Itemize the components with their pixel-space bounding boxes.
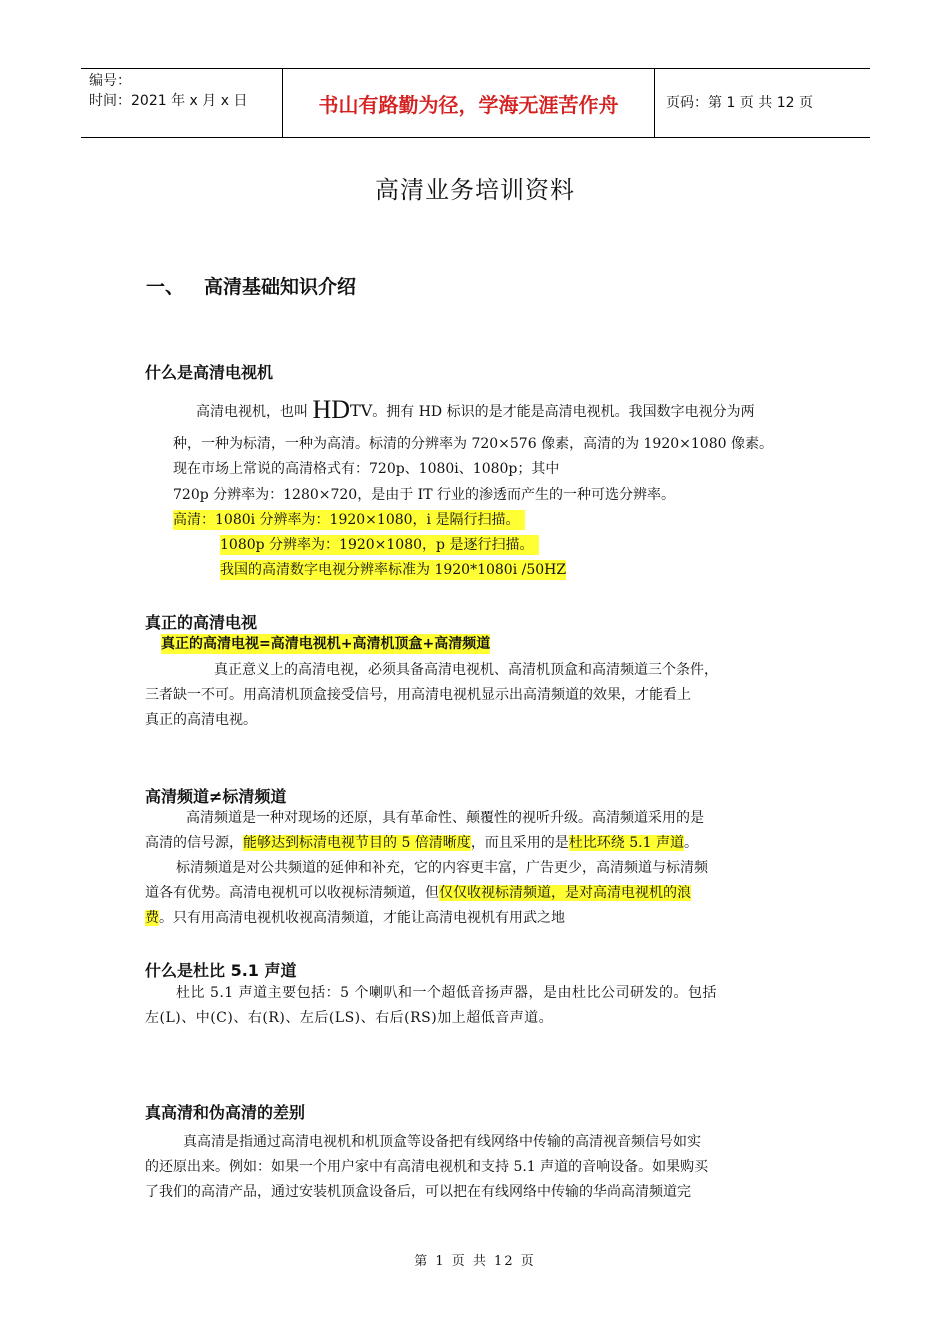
page-code: 页码：第 1 页 共 12 页 bbox=[666, 95, 813, 111]
subheading-true-hdtv: 真正的高清电视 bbox=[145, 613, 258, 632]
highlight-span: 仅仅收视标清频道，是对高清电视机的浪 bbox=[439, 885, 691, 901]
subheading-hd-vs-sd: 高清频道≠标清频道 bbox=[145, 787, 287, 806]
paragraph-line: 左(L)、中(C)、右(R)、左后(LS)、右后(RS)加上超低音声道。 bbox=[145, 1010, 554, 1026]
section-title: 高清基础知识介绍 bbox=[204, 276, 357, 298]
subheading-what-is-hdtv: 什么是高清电视机 bbox=[145, 363, 274, 382]
section-number: 一、 bbox=[146, 276, 185, 298]
paragraph-line: 标清频道是对公共频道的延伸和补充，它的内容更丰富，广告更少，高清频道与标清频 bbox=[176, 860, 708, 876]
subheading-dolby: 什么是杜比 5.1 声道 bbox=[145, 961, 297, 980]
formula-highlight: 真正的高清电视=高清电视机+高清机顶盒+高清频道 bbox=[161, 636, 491, 652]
paragraph-line: 高清频道是一种对现场的还原，具有革命性、颠覆性的视听升级。高清频道采用的是 bbox=[186, 810, 704, 826]
highlighted-line: 1080p 分辨率为：1920×1080，p 是逐行扫描。 bbox=[220, 535, 539, 555]
hd-logo-text: HD bbox=[312, 395, 351, 424]
text-span: 高清的信号源， bbox=[145, 835, 243, 851]
document-title: 高清业务培训资料 bbox=[375, 176, 575, 204]
header-left-cell bbox=[81, 69, 281, 137]
header-table bbox=[81, 68, 870, 138]
subheading-real-vs-fake: 真高清和伪高清的差别 bbox=[145, 1103, 306, 1122]
motto: 书山有路勤为径，学海无涯苦作舟 bbox=[318, 92, 619, 117]
section-heading bbox=[146, 272, 356, 299]
paragraph-line bbox=[145, 908, 565, 928]
text-span: 。只有用高清电视机收视高清频道，才能让高清电视机有用武之地 bbox=[159, 910, 565, 926]
paragraph-line bbox=[145, 833, 698, 853]
paragraph-line: 720p 分辨率为：1280×720，是由于 IT 行业的渗透而产生的一种可选分辨率。 bbox=[173, 487, 675, 503]
date-label: 时间：2021 年 x 月 x 日 bbox=[89, 93, 248, 109]
header-motto-cell bbox=[282, 69, 655, 137]
highlight-span: 能够达到标清电视节目的 5 倍清晰度 bbox=[243, 835, 471, 851]
page-footer: 第 1 页 共 12 页 bbox=[414, 1254, 536, 1269]
highlighted-line: 我国的高清数字电视分辨率标准为 1920*1080i /50HZ bbox=[220, 562, 567, 578]
paragraph-line: 三者缺一不可。用高清机顶盒接受信号，用高清电视机显示出高清频道的效果，才能看上 bbox=[145, 687, 691, 703]
paragraph-line: 真正的高清电视。 bbox=[145, 712, 257, 728]
paragraph-line: 现在市场上常说的高清格式有：720p、1080i、1080p；其中 bbox=[173, 461, 560, 477]
paragraph-line bbox=[196, 395, 755, 424]
highlight-span: 杜比环绕 5.1 声道 bbox=[568, 835, 684, 851]
paragraph-line: 真正意义上的高清电视，必须具备高清电视机、高清机顶盒和高清频道三个条件， bbox=[214, 662, 718, 678]
text-span: 道各有优势。高清电视机可以收视标清频道，但 bbox=[145, 885, 439, 901]
paragraph-line: 杜比 5.1 声道主要包括：5 个喇叭和一个超低音扬声器，是由杜比公司研发的。包括 bbox=[176, 985, 718, 1001]
paragraph-line bbox=[145, 883, 691, 903]
highlight-span: 费 bbox=[145, 910, 159, 926]
text-span: 高清电视机，也叫 bbox=[196, 404, 313, 420]
tv-text: TV bbox=[350, 401, 373, 420]
paragraph-line: 的还原出来。例如：如果一个用户家中有高清电视机和支持 5.1 声道的音响设备。如果购买 bbox=[145, 1159, 709, 1175]
header-page-cell bbox=[656, 69, 870, 137]
paragraph-line: 了我们的高清产品，通过安装机顶盒设备后，可以把在有线网络中传输的华尚高清频道完 bbox=[145, 1184, 691, 1200]
paragraph-line: 种，一种为标清，一种为高清。标清的分辨率为 720×576 像素，高清的为 1920×1080 像素。 bbox=[173, 436, 773, 452]
number-label: 编号： bbox=[89, 73, 131, 89]
highlighted-line: 高清：1080i 分辨率为：1920×1080，i 是隔行扫描。 bbox=[173, 510, 525, 530]
paragraph-line: 真高清是指通过高清电视机和机顶盒等设备把有线网络中传输的高清视音频信号如实 bbox=[183, 1134, 701, 1150]
text-span: 。拥有 HD 标识的是才能是高清电视机。我国数字电视分为两 bbox=[372, 404, 755, 420]
text-span: ，而且采用的是 bbox=[470, 835, 569, 851]
text-span: 。 bbox=[683, 835, 698, 851]
